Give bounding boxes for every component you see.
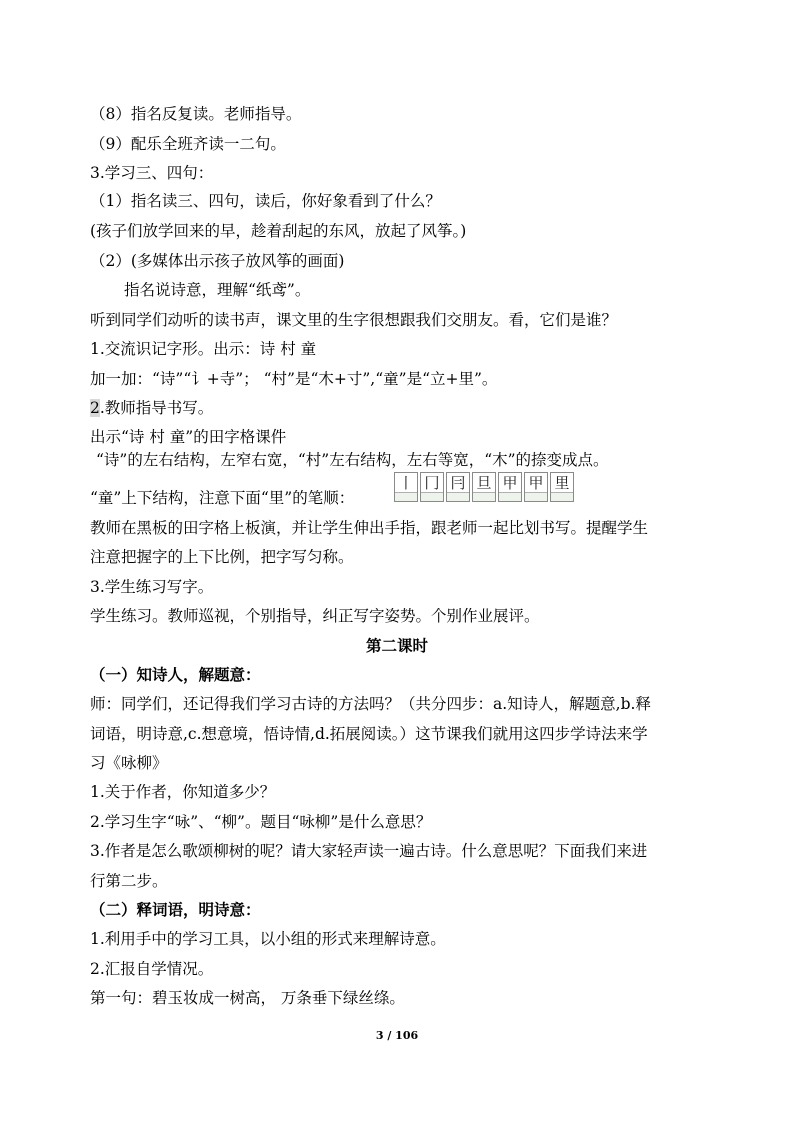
card-caption-bar <box>395 492 417 501</box>
text-line: 2.汇报自学情况。 <box>90 960 214 978</box>
text-line: 行第二步。 <box>90 872 168 890</box>
text-line: 教师在黑板的田字格上板演，并让学生伸出手指，跟老师一起比划书写。提醒学生 <box>90 519 649 537</box>
stroke-glyph: 甲 <box>528 474 544 492</box>
text-line: “诗”的左右结构，左窄右宽，“村”左右结构，左右等宽，“木”的捺变成点。 <box>96 451 609 469</box>
text-line: 3.学习三、四句： <box>90 164 214 182</box>
stroke-card <box>472 472 496 502</box>
text-line: （1）指名读三、四句，读后，你好象看到了什么？ <box>90 192 441 210</box>
subsection-heading: （二）释词语，明诗意： <box>90 900 261 919</box>
stroke-card <box>498 472 522 502</box>
stroke-card <box>550 472 574 502</box>
card-caption-bar <box>473 492 495 501</box>
text-line: 加一加：“诗”“讠+寺”； “村”是“木+寸”,“童”是“立+里”。 <box>90 370 498 388</box>
subsection-heading: （一）知诗人，解题意： <box>90 665 261 684</box>
text-line: 师：同学们，还记得我们学习古诗的方法吗？（共分四步：a.知诗人，解题意,b.释 <box>90 695 651 713</box>
card-caption-bar <box>499 492 521 501</box>
text-line: （9）配乐全班齐读一二句。 <box>90 135 286 153</box>
stroke-card <box>420 472 444 502</box>
card-caption-bar <box>447 492 469 501</box>
text-line: 1.关于作者，你知道多少？ <box>90 783 276 801</box>
text-line: 词语，明诗意,c.想意境，悟诗情,d.拓展阅读。）这节课我们就用这四步学诗法来学 <box>90 725 648 743</box>
stroke-card <box>524 472 548 502</box>
highlighted-number: 2 <box>90 399 100 417</box>
text-line: 学生练习。教师巡视，个别指导，纠正写字姿势。个别作业展评。 <box>90 607 540 625</box>
stroke-glyph: 冂 <box>424 474 440 492</box>
card-caption-bar <box>525 492 547 501</box>
stroke-card <box>394 472 418 502</box>
text-line: 3.作者是怎么歌颂柳树的呢？请大家轻声读一遍古诗。什么意思呢？下面我们来进 <box>90 842 648 860</box>
text-line: 第一句：碧玉妆成一树高， 万条垂下绿丝绦。 <box>90 989 405 1007</box>
stroke-glyph: 里 <box>554 474 570 492</box>
section-heading: 第二课时 <box>365 636 428 655</box>
text-line: 1.交流识记字形。出示：诗 村 童 <box>90 340 317 358</box>
text-line: 习《咏柳》 <box>90 754 168 772</box>
stroke-card <box>446 472 470 502</box>
text-line: 听到同学们动听的读书声，课文里的生字很想跟我们交朋友。看，它们是谁？ <box>90 311 618 329</box>
text-line: 注意把握字的上下比例，把字写匀称。 <box>90 548 354 566</box>
text-line: 3.学生练习写字。 <box>90 578 214 596</box>
stroke-glyph: 冃 <box>450 474 466 492</box>
card-caption-bar <box>421 492 443 501</box>
text-line: “童”上下结构，注意下面“里”的笔顺： <box>90 489 355 507</box>
text-line: （8）指名反复读。老师指导。 <box>90 105 302 123</box>
card-caption-bar <box>551 492 573 501</box>
text-line: （2）(多媒体出示孩子放风筝的画面) <box>90 252 345 270</box>
text-line: 指名说诗意，理解“纸鸢”。 <box>124 281 311 299</box>
text-line: (孩子们放学回来的早，趁着刮起的东风，放起了风筝。) <box>90 222 467 240</box>
text-line <box>90 398 213 418</box>
text-segment: .教师指导书写。 <box>99 399 214 417</box>
stroke-glyph: 甲 <box>502 474 518 492</box>
stroke-order-cards <box>394 472 574 502</box>
page-number: 3 / 106 <box>375 1029 419 1042</box>
text-line: 出示“诗 村 童”的田字格课件 <box>90 428 287 446</box>
stroke-glyph: 旦 <box>476 474 492 492</box>
stroke-glyph: 丨 <box>398 474 414 492</box>
text-line: 1.利用手中的学习工具，以小组的形式来理解诗意。 <box>90 930 446 948</box>
text-line: 2.学习生字“咏”、“柳”。题目“咏柳”是什么意思？ <box>90 813 432 831</box>
